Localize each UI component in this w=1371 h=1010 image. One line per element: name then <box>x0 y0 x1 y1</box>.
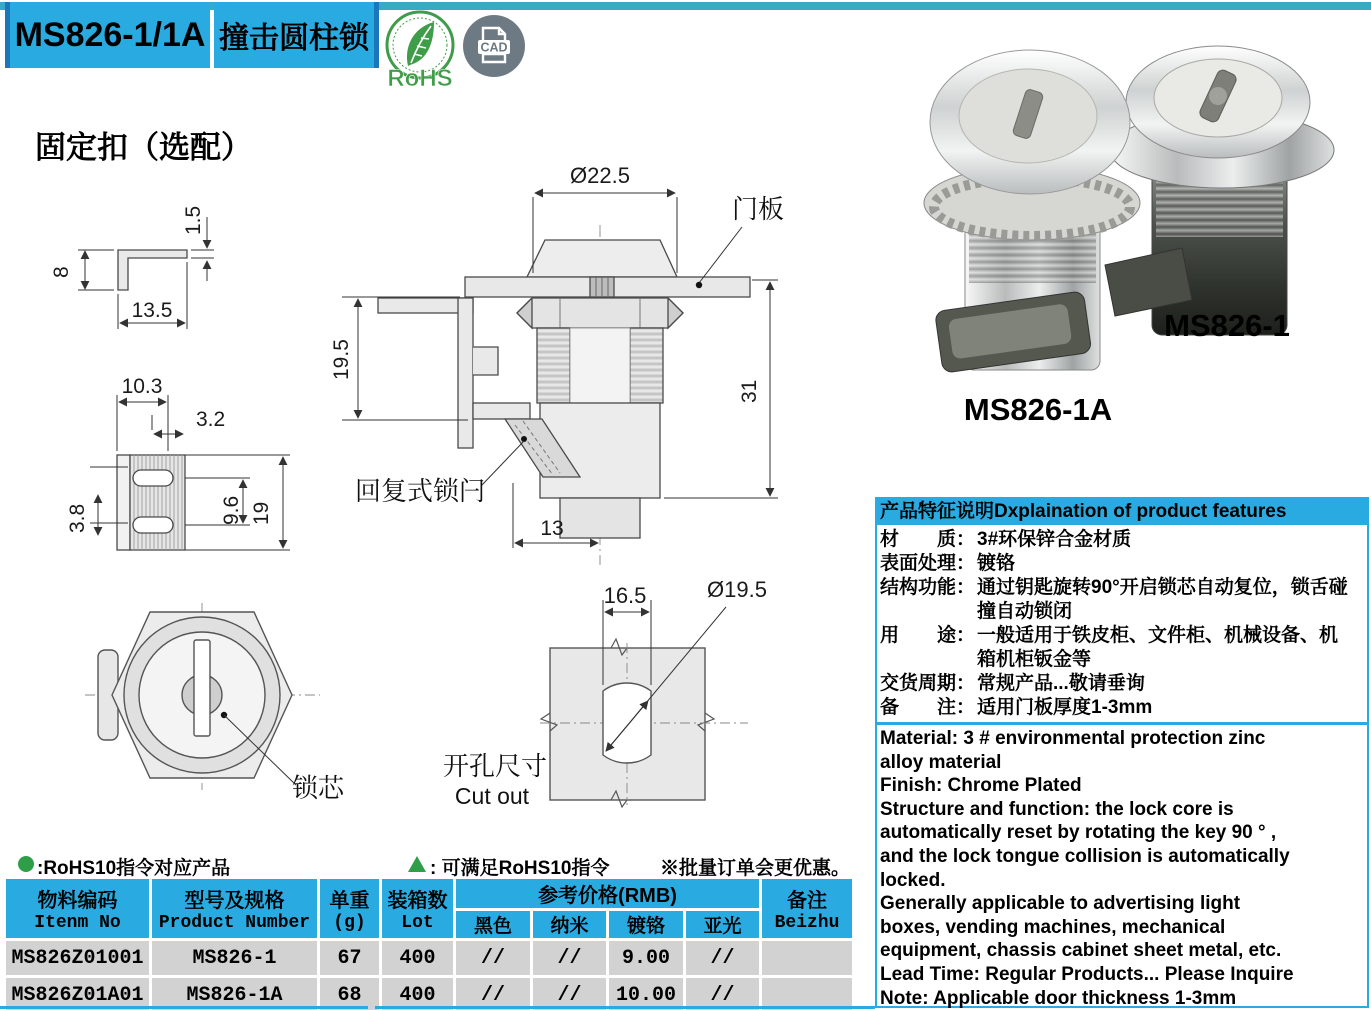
spec-label: 备 注： <box>880 697 976 718</box>
side-dim-total: 31 <box>738 379 761 403</box>
col-header-item-no: 物料编码 Itenm No <box>6 879 149 938</box>
col-header-price-group: 参考价格(RMB) <box>456 879 759 908</box>
spec-value: 通过钥匙旋转90°开启锁芯自动复位，锁舌碰撞自动锁闭 <box>977 577 1348 622</box>
knurl-dim-pitch: 3.8 <box>66 503 89 533</box>
technical-drawings <box>0 85 880 845</box>
english-line: equipment, chassis cabinet sheet metal, etc. <box>880 940 1282 962</box>
price-table <box>3 876 855 1010</box>
cad-icon <box>461 13 527 79</box>
photo-label-right: MS826-1 <box>1164 308 1290 343</box>
cell-weight: 67 <box>320 941 379 975</box>
model-number: MS826-1/1A <box>14 15 206 54</box>
side-dim-diameter: Ø22.5 <box>570 163 630 188</box>
features-english <box>877 726 1367 1010</box>
bracket-drawing <box>50 206 214 329</box>
lock-core-label: 锁芯 <box>292 773 345 803</box>
cell-item-no: MS826Z01A01 <box>6 978 149 1010</box>
english-line: Structure and function: the lock core is <box>880 798 1234 820</box>
front-view-drawing <box>85 603 345 803</box>
side-view-drawing <box>330 163 784 565</box>
spec-material <box>880 528 1364 552</box>
col-header-lot: 装箱数 Lot <box>382 879 453 938</box>
english-line: Finish: Chrome Plated <box>880 775 1082 797</box>
col-header-nano: 纳米 <box>533 911 606 938</box>
cell-price-black: // <box>456 941 530 975</box>
col-header-black: 黑色 <box>456 911 530 938</box>
spec-leadtime <box>880 672 1364 696</box>
table-row <box>6 941 852 975</box>
spec-structure <box>880 576 1364 624</box>
english-line: and the lock tongue collision is automatically <box>880 845 1290 867</box>
side-dim-base: 13 <box>540 517 564 540</box>
cell-price-matte: // <box>686 978 759 1010</box>
english-line: boxes, vending machines, mechanical <box>880 916 1226 938</box>
cell-price-nano: // <box>533 941 606 975</box>
english-line: Generally applicable to advertising light <box>880 893 1241 915</box>
photo-lock-ms826-1a <box>924 50 1140 427</box>
legend-bulk-text: ※批量订单会更优惠。 <box>660 858 851 879</box>
knurl-drawing <box>66 375 290 550</box>
bottom-rule-right <box>375 1006 875 1009</box>
panel-divider <box>877 722 1367 725</box>
product-name: 撞击圆柱锁 <box>219 22 369 55</box>
legend-rohs-text: :RoHS10指令对应产品 <box>37 858 231 879</box>
product-photos <box>880 10 1371 460</box>
spec-label: 交货周期： <box>880 673 976 694</box>
photo-label-left: MS826-1A <box>963 392 1113 427</box>
spec-value: 镀铬 <box>977 553 1016 574</box>
cell-price-matte: // <box>686 941 759 975</box>
spec-usage <box>880 624 1364 672</box>
features-specs <box>877 525 1367 720</box>
col-header-product-number: 型号及规格 Product Number <box>152 879 317 938</box>
cell-remark <box>762 941 852 975</box>
latch-label: 回复式锁闩 <box>355 476 486 506</box>
english-line: Note: Applicable door thickness 1-3mm <box>880 987 1237 1009</box>
spec-value: 3#环保锌合金材质 <box>977 529 1132 550</box>
photo-lock-ms826-1 <box>1105 46 1334 343</box>
green-dot-icon <box>18 856 34 872</box>
bracket-dim-width: 13.5 <box>131 299 173 322</box>
door-panel-label: 门板 <box>732 194 785 224</box>
rohs-text: RoHS <box>387 65 453 92</box>
cell-model: MS826-1A <box>152 978 317 1010</box>
bracket-dim-thickness: 1.5 <box>182 205 205 235</box>
model-header-block <box>5 2 210 68</box>
cell-model: MS826-1 <box>152 941 317 975</box>
english-line: locked. <box>880 869 946 891</box>
legend-triangle-text: : 可满足RoHS10指令 <box>430 858 610 879</box>
side-dim-depth: 19.5 <box>330 339 353 380</box>
cutout-dim-diameter: Ø19.5 <box>707 577 767 602</box>
knurl-dim-width: 10.3 <box>121 375 163 398</box>
features-panel <box>875 497 1369 1008</box>
english-line: alloy material <box>880 751 1002 773</box>
col-header-matte: 亚光 <box>686 911 759 938</box>
cell-price-chrome: 9.00 <box>609 941 683 975</box>
bottom-rule-left <box>0 1006 368 1009</box>
col-header-unit-weight: 单重 (g) <box>320 879 379 938</box>
green-triangle-icon <box>408 856 426 872</box>
col-header-remark: 备注 Beizhu <box>762 879 852 938</box>
cell-lot: 400 <box>382 978 453 1010</box>
knurl-dim-slot-span: 9.6 <box>220 495 243 525</box>
section-title: 固定扣（选配） <box>35 130 252 165</box>
features-title: 产品特征说明Dxplaination of product features <box>877 499 1367 525</box>
spec-label: 结构功能： <box>880 577 976 598</box>
knurl-dim-offset: 3.2 <box>196 408 226 431</box>
spec-value: 常规产品...敬请垂询 <box>977 673 1145 694</box>
product-name-block <box>214 2 379 68</box>
english-line: Material: 3 # environmental protection zinc <box>880 728 1266 749</box>
spec-note <box>880 696 1364 720</box>
spec-label: 表面处理： <box>880 553 976 574</box>
cell-price-black: // <box>456 978 530 1010</box>
col-header-chrome: 镀铬 <box>609 911 683 938</box>
cad-text: CAD <box>480 40 508 55</box>
cell-lot: 400 <box>382 941 453 975</box>
spec-label: 材 质： <box>880 529 976 550</box>
spec-value: 适用门板厚度1-3mm <box>977 697 1153 718</box>
cell-price-chrome: 10.00 <box>609 978 683 1010</box>
cell-weight: 68 <box>320 978 379 1010</box>
spec-label: 用 途： <box>880 625 976 646</box>
cutout-dim-width: 16.5 <box>603 583 647 608</box>
cell-item-no: MS826Z01001 <box>6 941 149 975</box>
english-line: Lead Time: Regular Products... Please Inquire <box>880 963 1294 985</box>
rohs-legend <box>0 852 870 878</box>
english-line: automatically reset by rotating the key 90 ° , <box>880 822 1277 844</box>
cutout-label-cn: 开孔尺寸 <box>442 751 548 781</box>
spec-value: 一般适用于铁皮柜、文件柜、机械设备、机箱机柜钣金等 <box>977 625 1339 670</box>
rohs-icon <box>378 8 462 92</box>
cutout-drawing <box>443 577 767 809</box>
bracket-dim-height: 8 <box>50 266 73 278</box>
knurl-dim-total: 19 <box>250 501 273 525</box>
cutout-label-en: Cut out <box>454 783 530 809</box>
spec-finish <box>880 552 1364 576</box>
cell-price-nano: // <box>533 978 606 1010</box>
